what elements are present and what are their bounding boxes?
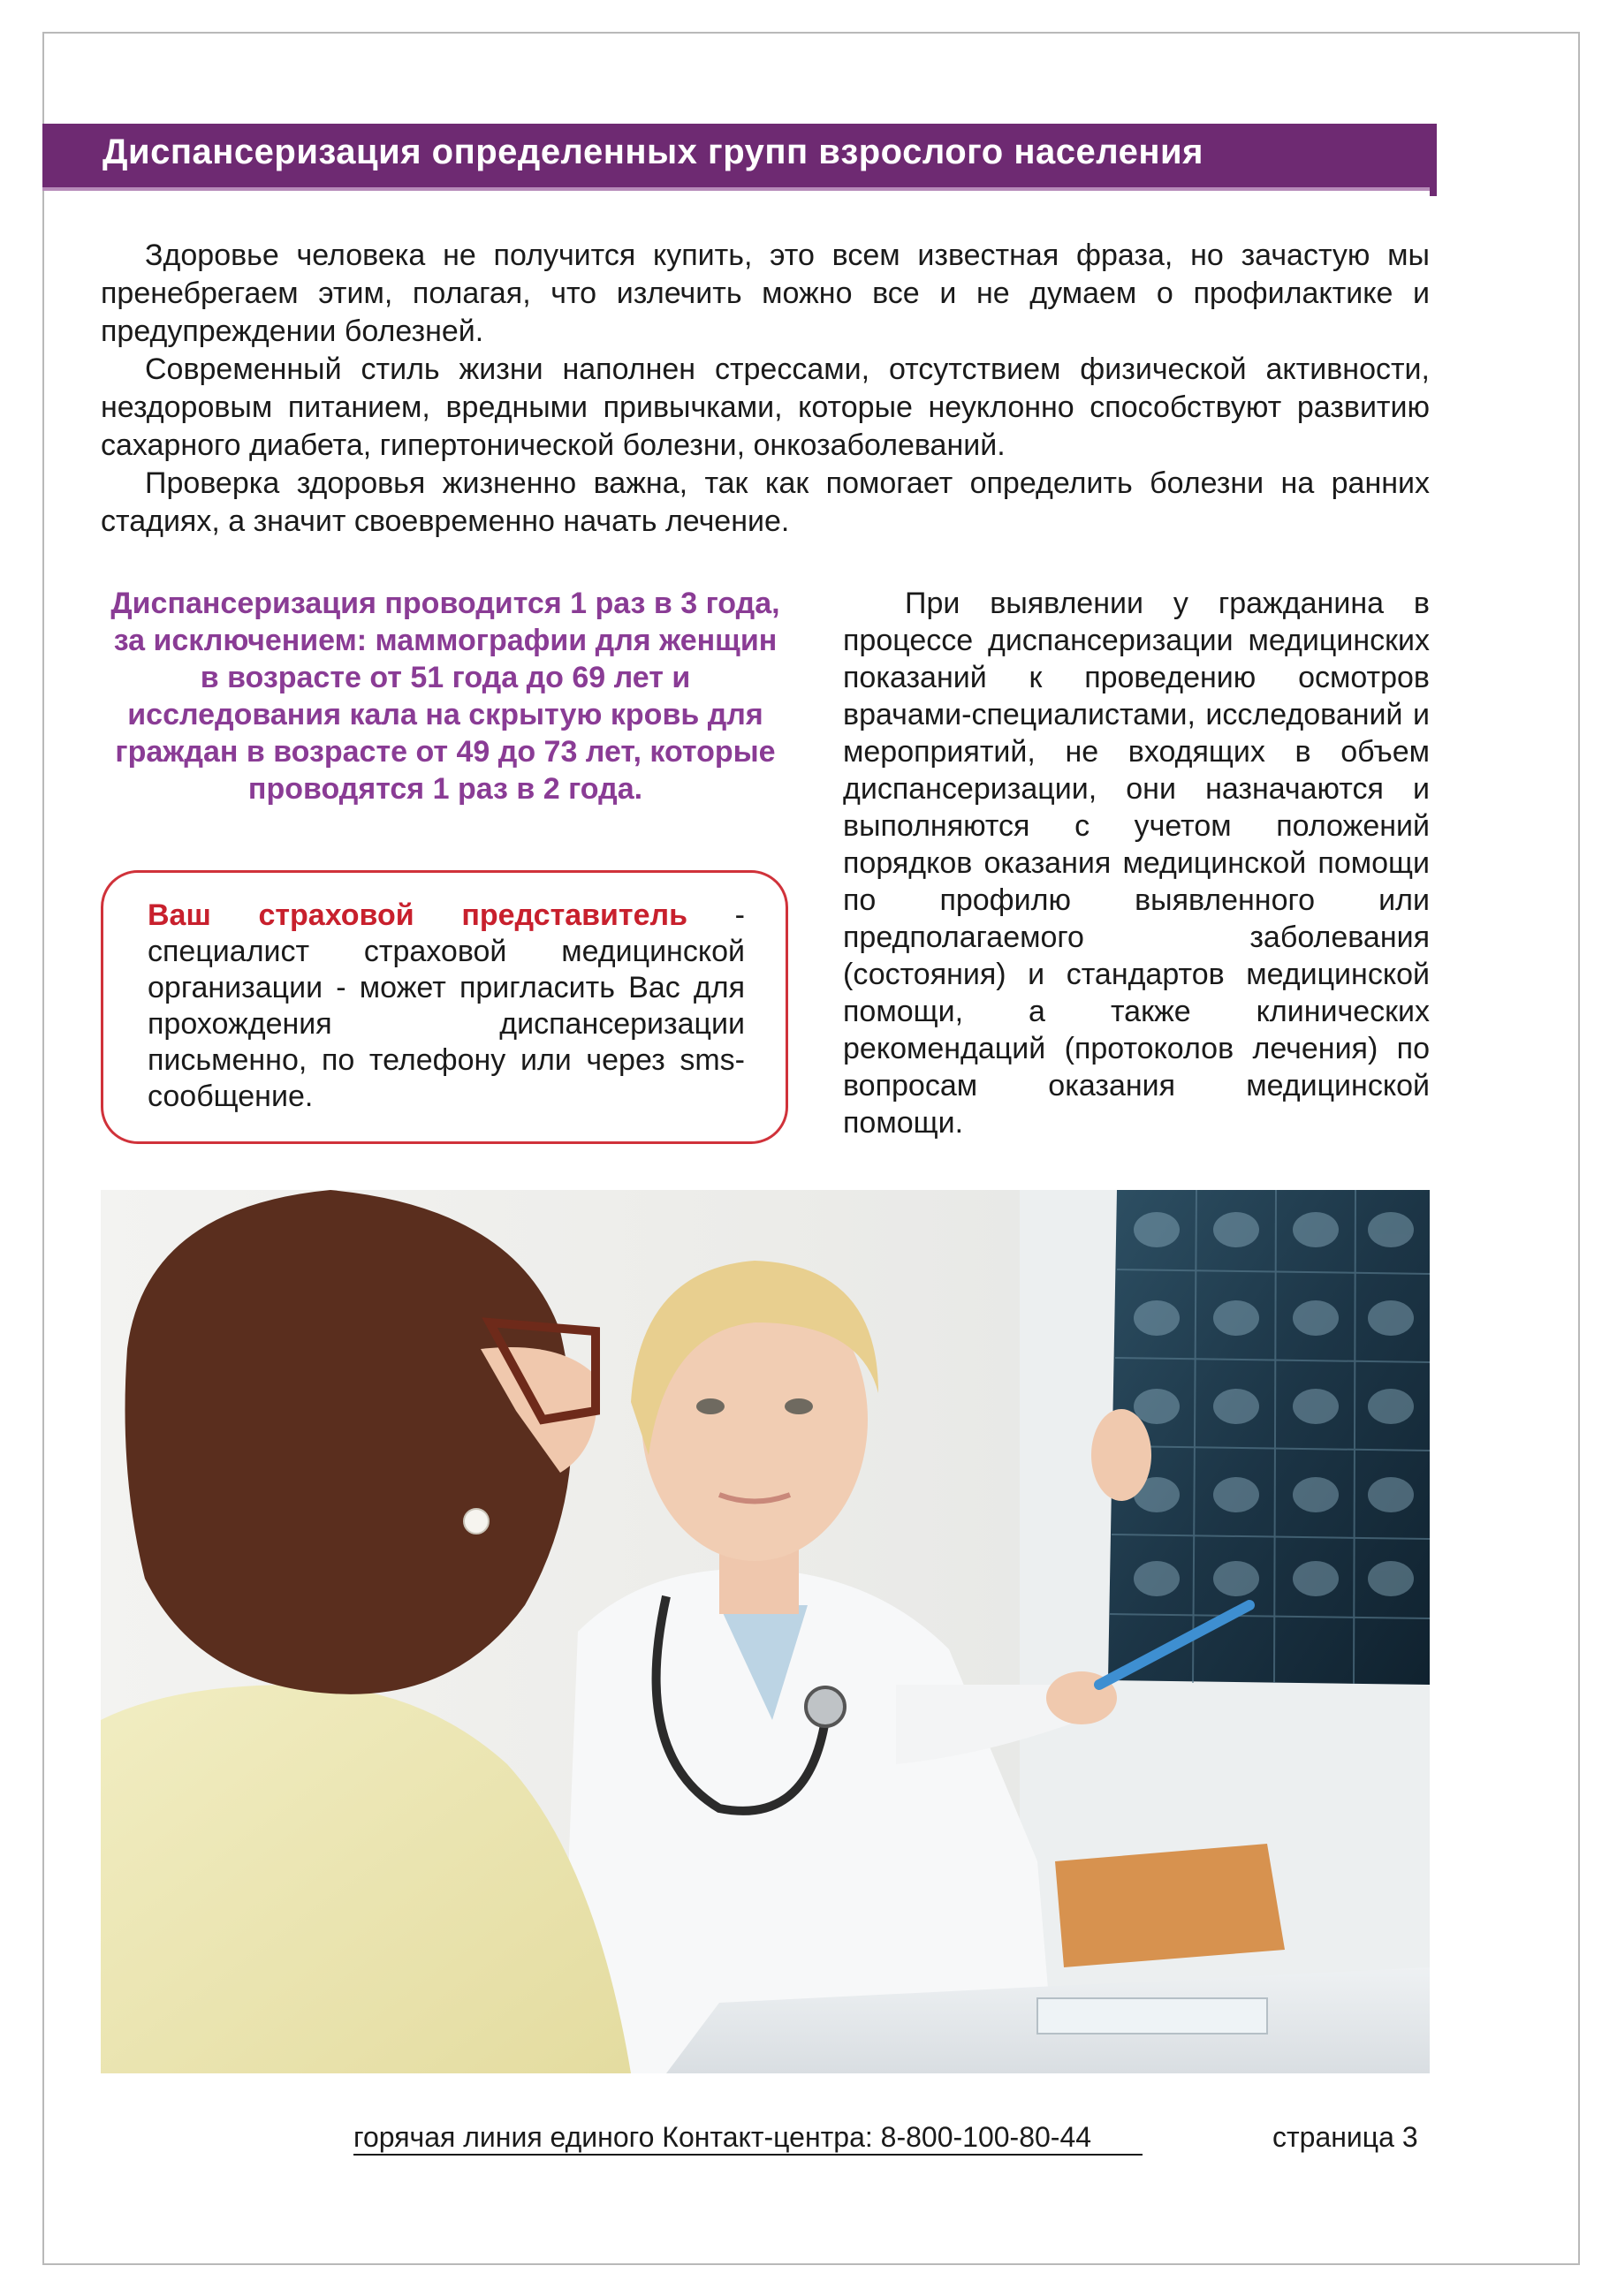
intro-text (101, 237, 1430, 541)
info-box-rest: - специалист страховой медицинской организации - может пригласить Вас для прохождения диспансеризации письменно, по телефону или через sms-сообщение. (148, 898, 745, 1113)
intro-paragraph: Здоровье человека не получится купить, это всем известная фраза, но зачастую мы пренебрегаем этим, полагая, что излечить можно все и не думаем о профилактике и предупреждении болезней. (101, 239, 1430, 348)
doctor-consultation-photo (101, 1190, 1430, 2073)
info-box-strong: Ваш страховой представитель (148, 898, 687, 932)
header-banner (42, 124, 1430, 191)
header-accent-bar (1430, 124, 1437, 196)
page-number: страница 3 (1272, 2121, 1418, 2153)
intro-paragraph: Проверка здоровья жизненно важна, так как помогает определить болезни на ранних стадиях, а значит своевременно начать лечение. (101, 466, 1430, 538)
right-column-paragraph: При выявлении у гражданина в процессе диспансеризации медицинских показаний к проведению осмотров врачами-специалистами, исследований и мероприятий, не входящих в объем диспансеризации, они назначаются и выполняются с учетом положений порядков оказания медицинской помощи по профилю выявленного или предполагаемого заболевания (состояния) и стандартов медицинской помощи, а также клинических рекомендаций (протоколов лечения) по вопросам оказания медицинской помощи. (843, 587, 1430, 1140)
insurance-representative-box (101, 870, 788, 1144)
intro-paragraph: Современный стиль жизни наполнен стрессами, отсутствием физической активности, нездоровым питанием, вредными привычками, которые неуклонно способствуют развитию сахарного диабета, гипертонической болезни, онкозаболеваний. (101, 352, 1430, 462)
frequency-highlight: Диспансеризация проводится 1 раз в 3 года, за исключением: маммографии для женщин в возрасте от 51 года до 69 лет и исследования кала на скрытую кровь для граждан в возрасте от 49 до 73 лет, которые проводятся 1 раз в 2 года. (110, 587, 780, 806)
hotline-text: горячая линия единого Контакт-центра: 8-800-100-80-44 (353, 2120, 1143, 2156)
right-column-text (843, 585, 1430, 1141)
info-box-text (148, 898, 745, 1115)
page-title: Диспансеризация определенных групп взрослого населения (102, 133, 1203, 171)
